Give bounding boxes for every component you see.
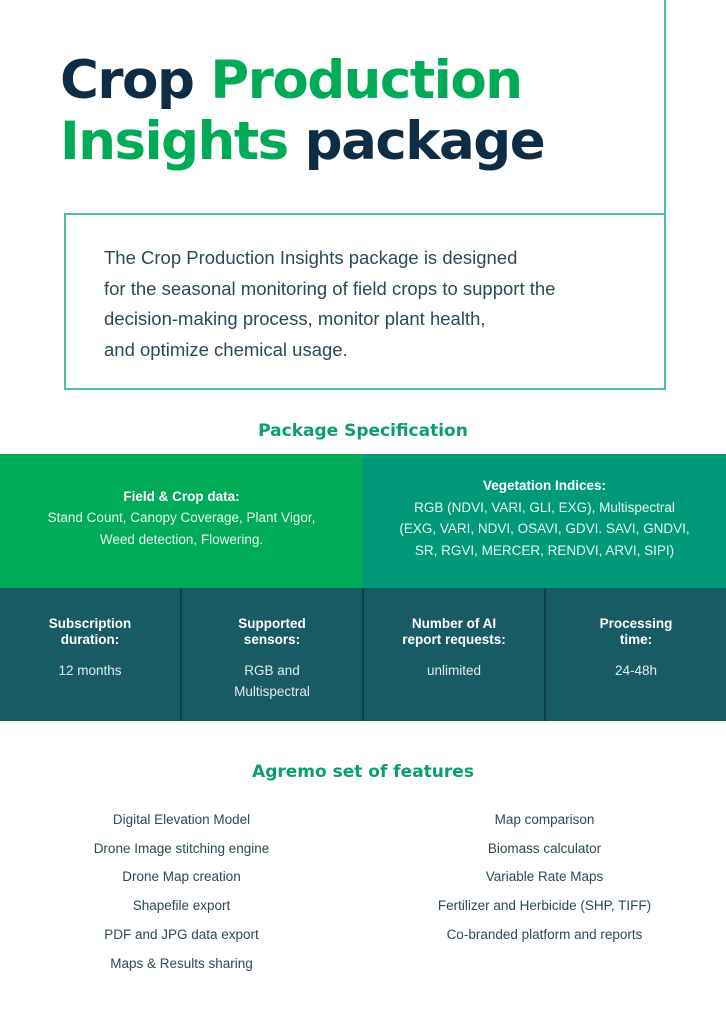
spec-top-band xyxy=(0,454,726,588)
vegetation-line: RGB (NDVI, VARI, GLI, EXG), Multispectral xyxy=(414,499,675,515)
feature-item: PDF and JPG data export xyxy=(104,926,259,942)
intro-line: decision-making process, monitor plant health, xyxy=(104,308,486,329)
stat-value: 12 months xyxy=(58,663,122,678)
vegetation-heading: Vegetation Indices: xyxy=(482,478,607,493)
feature-item: Variable Rate Maps xyxy=(485,869,604,885)
features-list xyxy=(0,806,726,978)
vegetation-line: (EXG, VARI, NDVI, OSAVI, GDVI. SAVI, GNDVI, xyxy=(399,521,690,536)
stat-value: Multispectral xyxy=(234,684,310,699)
stat-subscription-duration xyxy=(0,588,182,721)
field-crop-line: Stand Count, Canopy Coverage, Plant Vigor, xyxy=(47,510,316,526)
stat-processing-time xyxy=(546,588,726,721)
feature-item: Co-branded platform and reports xyxy=(446,926,643,942)
stat-value: unlimited xyxy=(426,663,482,678)
title-part-package: package xyxy=(287,111,545,172)
vegetation-line: SR, RGVI, MERCER, RENDVI, ARVI, SIPI) xyxy=(414,542,675,558)
features-right-column xyxy=(363,806,726,978)
vegetation-indices-panel xyxy=(363,454,726,588)
stat-heading: Supported sensors: xyxy=(238,616,306,647)
stat-value: RGB and xyxy=(244,663,300,678)
field-crop-heading: Field & Crop data: xyxy=(123,488,240,504)
stat-value: 24-48h xyxy=(614,663,658,678)
stat-heading: Subscription duration: xyxy=(48,616,132,647)
intro-line: The Crop Production Insights package is designed xyxy=(104,247,518,268)
stat-heading: Number of AI report requests: xyxy=(402,616,506,647)
intro-box xyxy=(64,213,666,390)
intro-text xyxy=(104,243,644,365)
feature-item: Shapefile export xyxy=(132,898,231,914)
title-part-production: Production xyxy=(210,50,522,111)
feature-item: Biomass calculator xyxy=(487,840,602,856)
features-left-column xyxy=(0,806,363,978)
feature-item: Digital Elevation Model xyxy=(112,812,251,827)
feature-item: Drone Map creation xyxy=(122,869,241,885)
feature-item: Map comparison xyxy=(494,812,595,827)
frame-vertical-line xyxy=(664,0,666,214)
page-title xyxy=(60,50,544,172)
feature-item: Drone Image stitching engine xyxy=(93,840,270,856)
title-part-crop: Crop xyxy=(60,50,211,111)
feature-item: Maps & Results sharing xyxy=(110,955,253,971)
intro-line: for the seasonal monitoring of field crops to support the xyxy=(104,277,556,299)
stat-ai-report-requests xyxy=(364,588,546,721)
title-part-insights: Insights xyxy=(60,111,288,172)
spec-stats-band xyxy=(0,588,726,721)
intro-line: and optimize chemical usage. xyxy=(104,338,348,360)
field-crop-data-panel xyxy=(0,454,363,588)
stat-heading: Processing time: xyxy=(599,616,673,647)
field-crop-line: Weed detection, Flowering. xyxy=(99,531,264,547)
package-specification-heading: Package Specification xyxy=(258,421,468,441)
features-heading: Agremo set of features xyxy=(252,762,474,782)
feature-item: Fertilizer and Herbicide (SHP, TIFF) xyxy=(437,898,652,914)
stat-supported-sensors xyxy=(182,588,364,721)
